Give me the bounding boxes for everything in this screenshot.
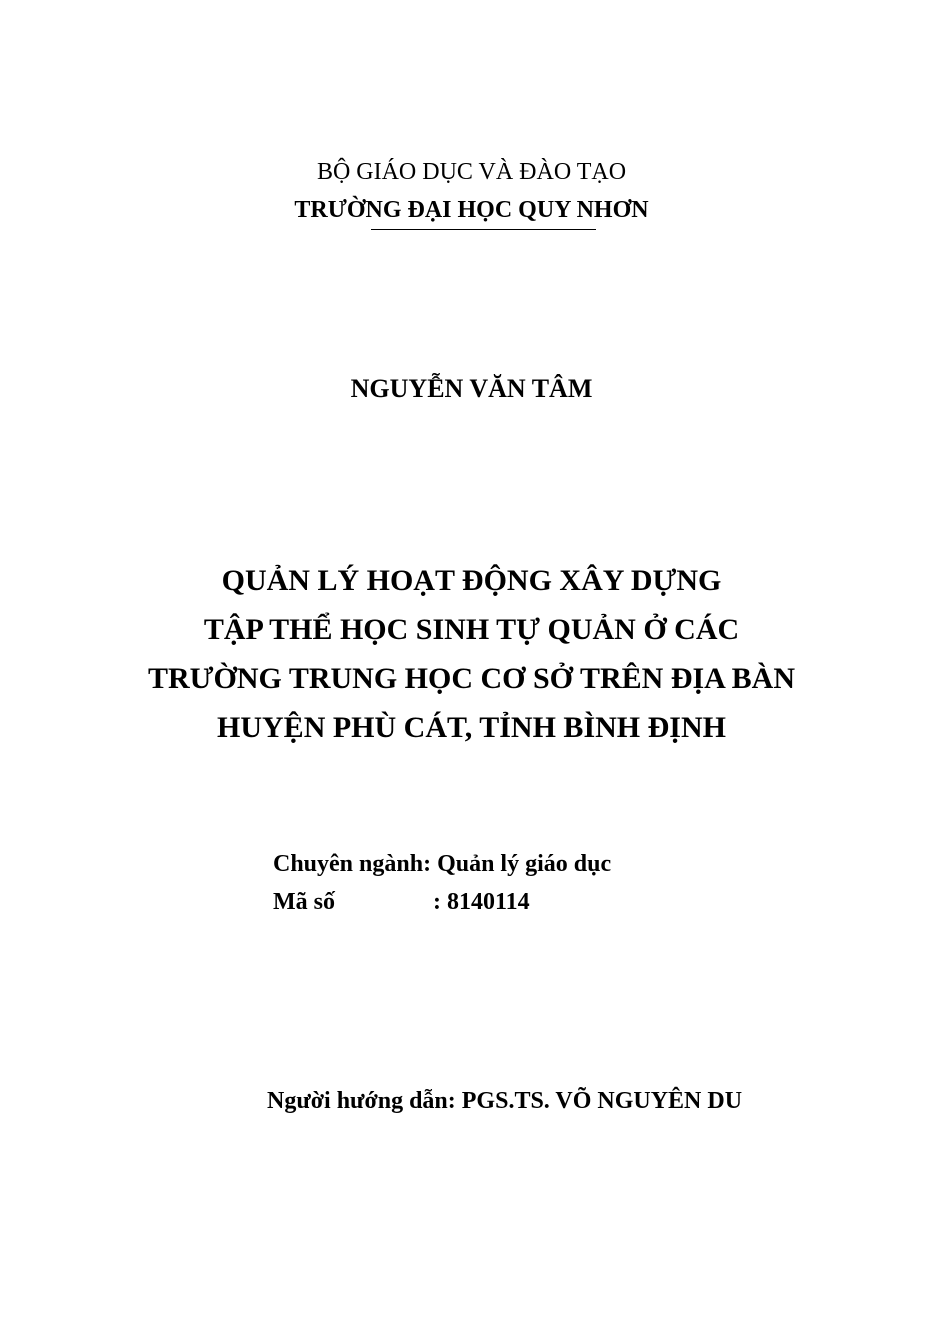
author-name: NGUYỄN VĂN TÂM [350, 374, 593, 403]
university-name: TRƯỜNG ĐẠI HỌC QUY NHƠN [294, 197, 649, 223]
thesis-title [0, 556, 943, 752]
thesis-title-line: HUYỆN PHÙ CÁT, TỈNH BÌNH ĐỊNH [217, 711, 726, 744]
code-value: : 8140114 [433, 889, 530, 915]
university-underline [371, 229, 596, 230]
thesis-title-line: TẬP THỂ HỌC SINH TỰ QUẢN Ở CÁC [203, 613, 740, 646]
code-line [273, 886, 530, 918]
thesis-title-line: TRƯỜNG TRUNG HỌC CƠ SỞ TRÊN ĐỊA BÀN [147, 662, 796, 695]
code-label: Mã số [273, 889, 335, 915]
major-line: Chuyên ngành: Quản lý giáo dục [273, 851, 612, 877]
thesis-title-line: QUẢN LÝ HOẠT ĐỘNG XÂY DỰNG [221, 564, 722, 597]
advisor-line: Người hướng dẫn: PGS.TS. VÕ NGUYÊN DU [267, 1088, 743, 1114]
ministry-name: BỘ GIÁO DỤC VÀ ĐÀO TẠO [316, 159, 627, 185]
